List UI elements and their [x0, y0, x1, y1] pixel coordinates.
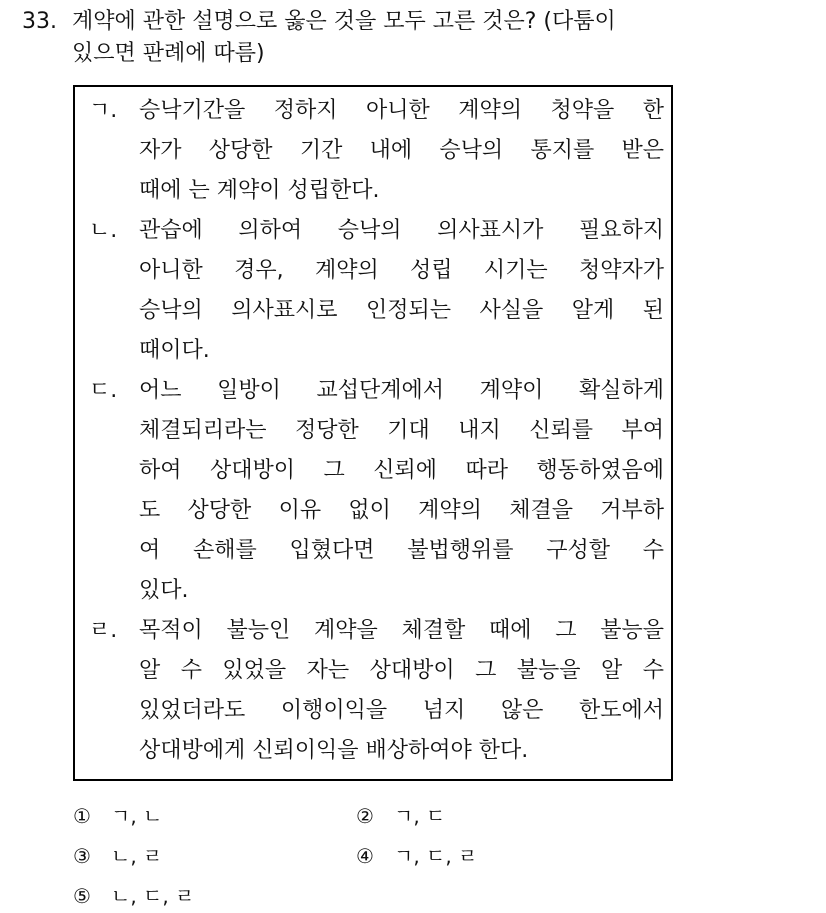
- statement-line: 때이다.: [139, 338, 210, 363]
- statement-label: ㄹ.: [89, 618, 118, 643]
- choice-number: ①: [73, 804, 91, 828]
- statement-line: 자가 상당한 기간 내에 승낙의 통지를 받은: [139, 138, 664, 163]
- statement-rieul: [89, 611, 664, 771]
- question-stem: [22, 6, 782, 70]
- choice-3[interactable]: [73, 840, 162, 869]
- statement-line: 어느 일방이 교섭단계에서 계약이 확실하게: [139, 378, 664, 403]
- statement-giyeok: [89, 91, 664, 211]
- choice-number: ③: [73, 844, 91, 868]
- statement-line: 있다.: [139, 578, 189, 603]
- statement-line: 알 수 있었을 자는 상대방이 그 불능을 알 수: [139, 658, 664, 683]
- statement-nieun: [89, 211, 664, 371]
- choice-text: ㄱ, ㄷ, ㄹ: [394, 844, 478, 868]
- choice-4[interactable]: [356, 840, 477, 869]
- choice-text: ㄴ, ㄷ, ㄹ: [111, 884, 195, 908]
- choice-2[interactable]: [356, 800, 445, 829]
- statement-label: ㄴ.: [89, 218, 118, 243]
- question-number: 33.: [22, 9, 57, 34]
- question-text-1: 계약에 관한 설명으로 옳은 것을 모두 고른 것은? (다툼이: [72, 9, 616, 34]
- choice-5[interactable]: [73, 880, 194, 909]
- statement-line: 하여 상대방이 그 신뢰에 따라 행동하였음에: [139, 458, 664, 483]
- choice-text: ㄴ, ㄹ: [111, 844, 163, 868]
- statement-line: 목적이 불능인 계약을 체결할 때에 그 불능을: [139, 618, 664, 643]
- choice-text: ㄱ, ㄴ: [111, 804, 163, 828]
- choice-number: ④: [356, 844, 374, 868]
- statement-line: 승낙의 의사표시로 인정되는 사실을 알게 된: [139, 298, 664, 323]
- statement-line: 체결되리라는 정당한 기대 내지 신뢰를 부여: [139, 418, 664, 443]
- statement-line: 도 상당한 이유 없이 계약의 체결을 거부하: [139, 498, 664, 523]
- statement-line: 때에 는 계약이 성립한다.: [139, 178, 380, 203]
- question-text-2: 있으면 판례에 따름): [72, 41, 265, 66]
- statement-label: ㄷ.: [89, 378, 118, 403]
- choice-number: ⑤: [73, 884, 91, 908]
- statement-line: 아니한 경우, 계약의 성립 시기는 청약자가: [139, 258, 664, 283]
- statement-line: 있었더라도 이행이익을 넘지 않은 한도에서: [139, 698, 664, 723]
- statement-line: 상대방에게 신뢰이익을 배상하여야 한다.: [139, 738, 529, 763]
- statement-line: 여 손해를 입혔다면 불법행위를 구성할 수: [139, 538, 664, 563]
- statement-line: 관습에 의하여 승낙의 의사표시가 필요하지: [139, 218, 664, 243]
- statement-line: 승낙기간을 정하지 아니한 계약의 청약을 한: [139, 98, 664, 123]
- choice-text: ㄱ, ㄷ: [394, 804, 446, 828]
- statement-label: ㄱ.: [89, 98, 118, 123]
- statement-digeut: [89, 371, 664, 611]
- choice-number: ②: [356, 804, 374, 828]
- question-line-1: [22, 6, 782, 38]
- statements-box: [73, 85, 673, 781]
- choice-1[interactable]: [73, 800, 162, 829]
